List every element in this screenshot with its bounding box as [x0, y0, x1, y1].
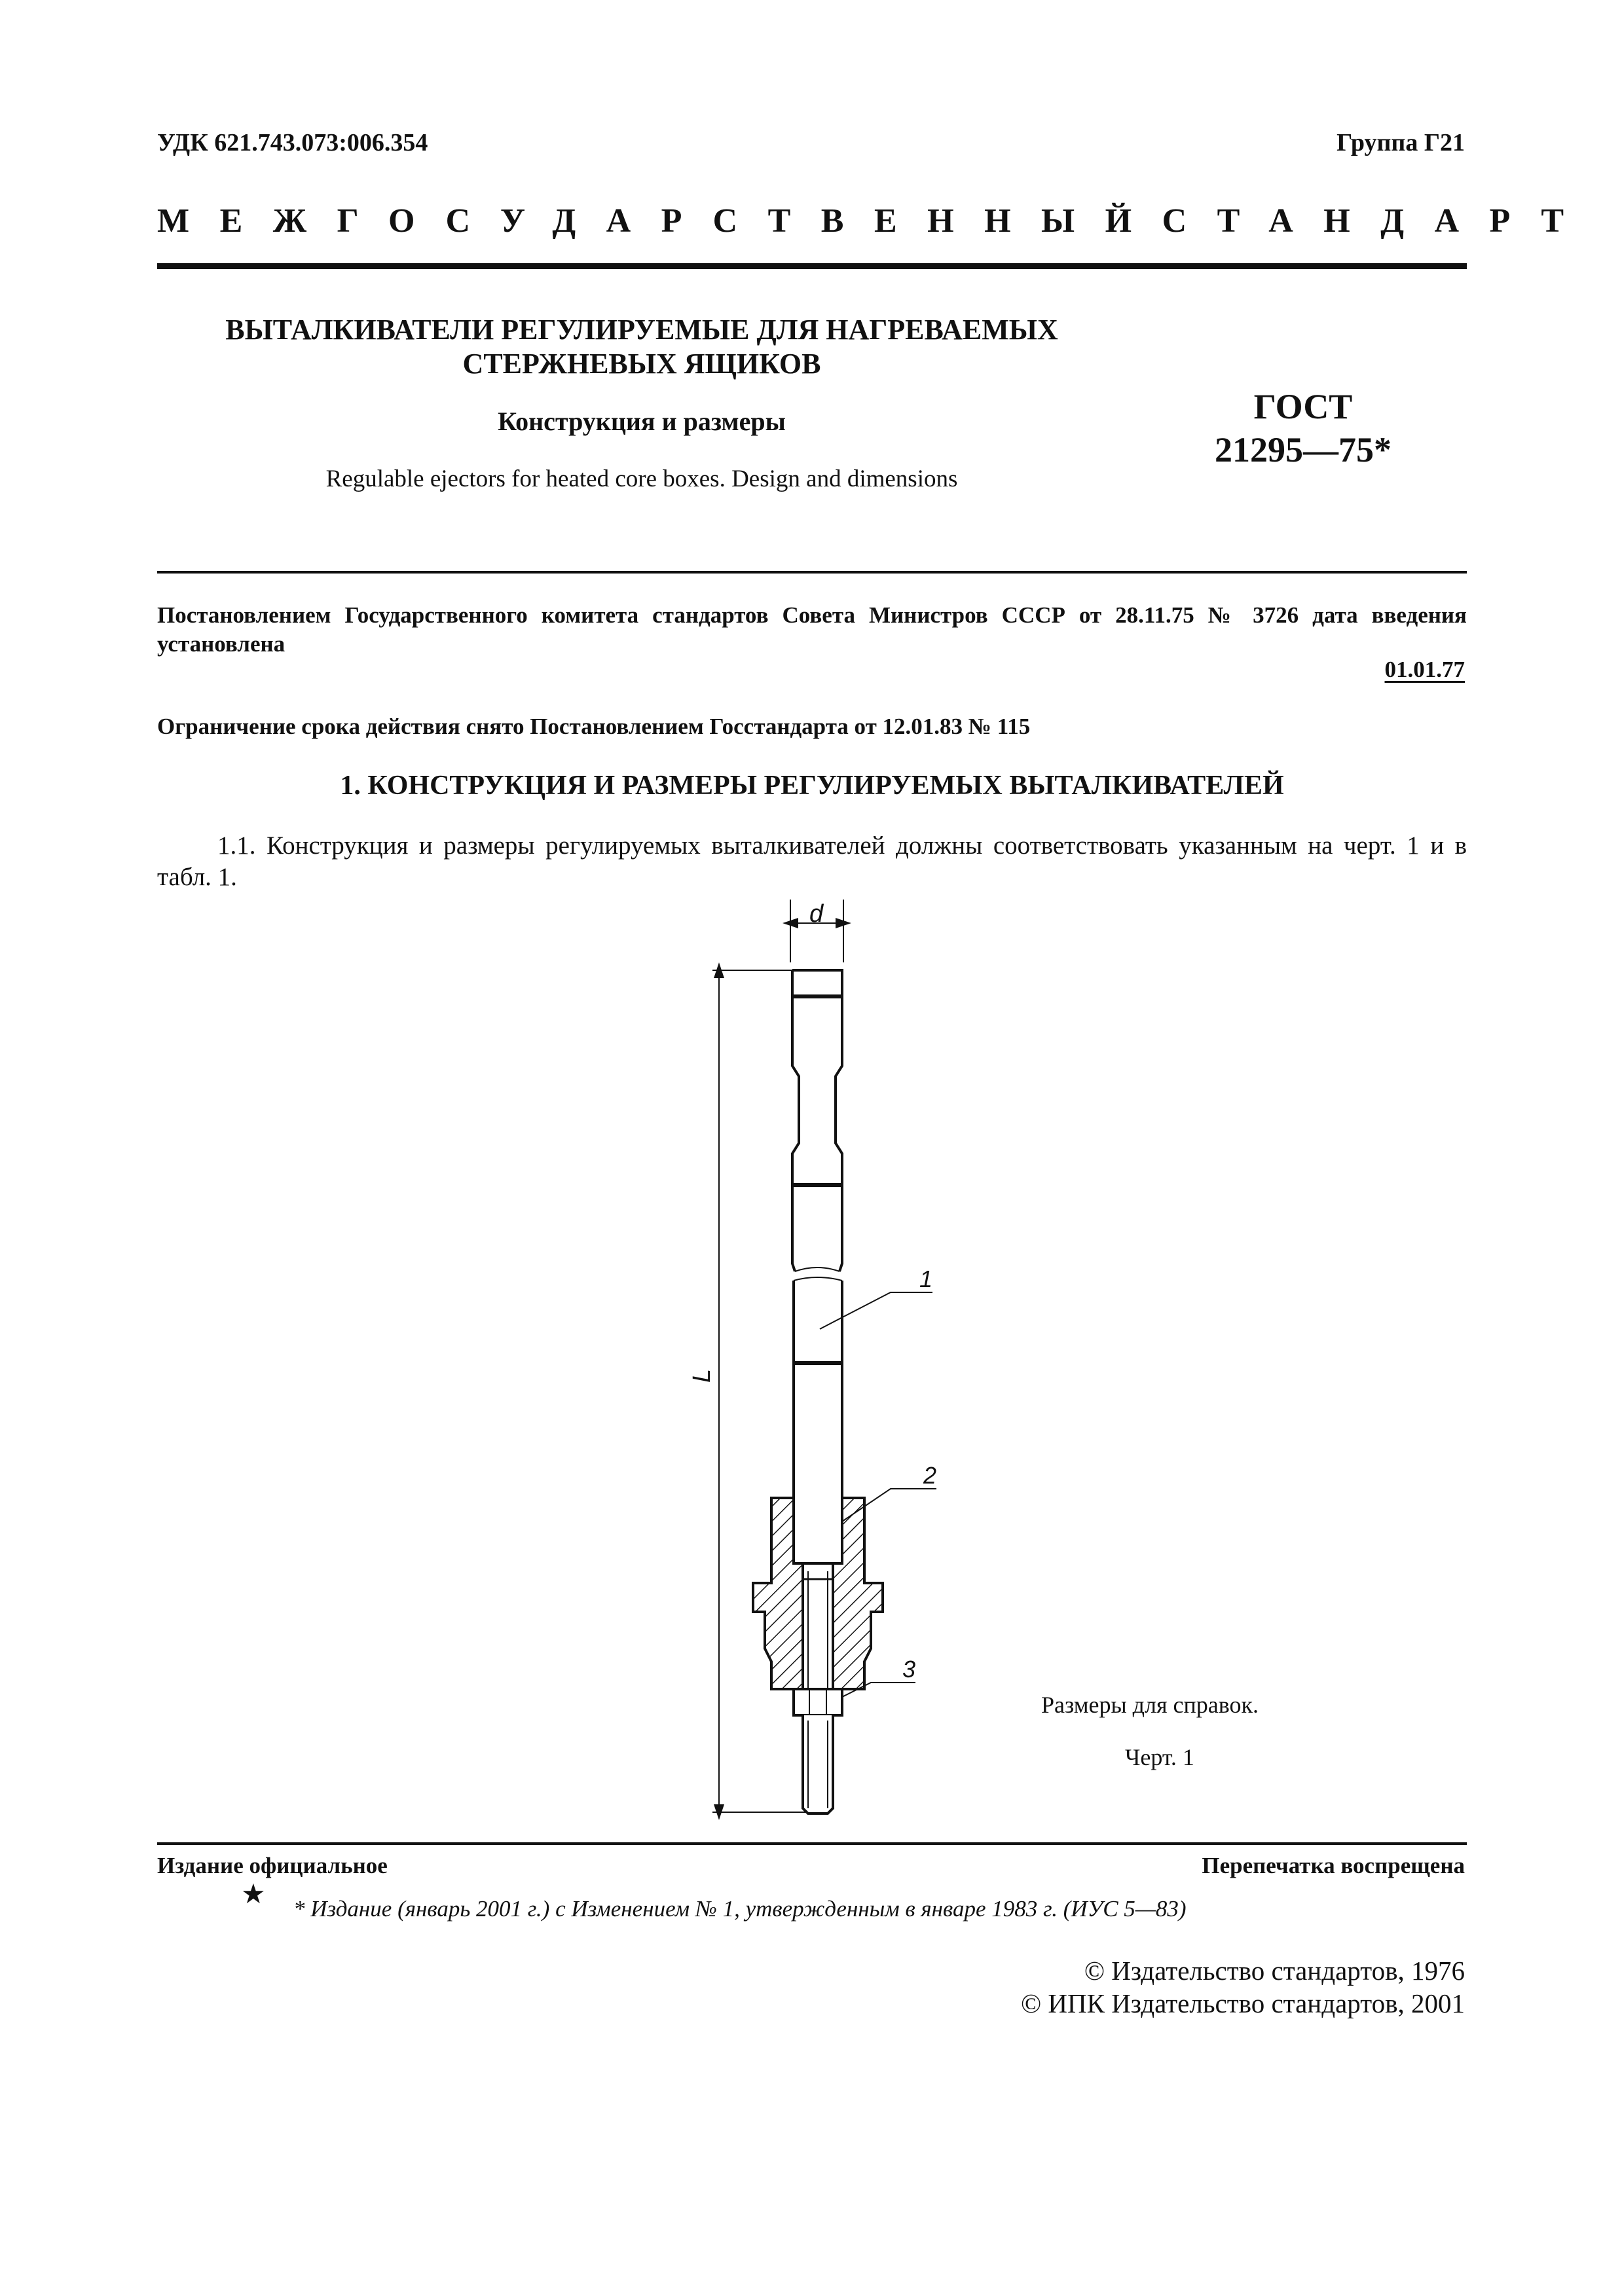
copyright-2001: © ИПК Издательство стандартов, 2001 — [1020, 1988, 1465, 2018]
drawing-caption: Черт. 1 — [1125, 1744, 1194, 1770]
part-label-1: 1 — [919, 1266, 933, 1292]
title-line-1: ВЫТАЛКИВАТЕЛИ РЕГУЛИРУЕМЫЕ ДЛЯ НАГРЕВАЕМЫХ — [225, 314, 1058, 346]
gost-label: ГОСТ — [1253, 387, 1353, 426]
ejector-drawing — [655, 897, 956, 1833]
banner-word-1: СТАНДАРТ — [1162, 202, 1594, 240]
copyright-1976: © Издательство стандартов, 1976 — [1084, 1956, 1465, 1986]
part-label-3: 3 — [902, 1656, 916, 1683]
reprint-prohibited: Перепечатка воспрещена — [1202, 1853, 1465, 1878]
clause-1-1: 1.1. Конструкция и размеры регулируемых выталкивателей должны соответствовать указанным на черт. 1 и в табл. 1. — [157, 831, 1467, 891]
gost-number: 21295—75* — [1215, 430, 1392, 469]
title-line-2: СТЕРЖНЕВЫХ ЯЩИКОВ — [462, 348, 821, 380]
part-label-2: 2 — [923, 1462, 937, 1489]
decree-text: Постановлением Государственного комитета стандартов Совета Министров СССР от 28.11.75 № 3726 дата введения установлена — [157, 602, 1467, 657]
document-title — [157, 313, 1126, 381]
restriction-text: Ограничение срока действия снято Постановлением Госстандарта от 12.01.83 № 115 — [157, 714, 1031, 739]
footer-rule — [157, 1842, 1467, 1845]
section-heading: 1. КОНСТРУКЦИЯ И РАЗМЕРЫ РЕГУЛИРУЕМЫХ ВЫТАЛКИВАТЕЛЕЙ — [340, 771, 1284, 801]
english-title: Regulable ejectors for heated core boxes. Design and dimensions — [325, 465, 958, 492]
document-subtitle: Конструкция и размеры — [498, 407, 786, 436]
udk-code: УДК 621.743.073:006.354 — [157, 129, 428, 156]
standard-banner — [157, 202, 1594, 240]
reference-dimensions-note: Размеры для справок. — [1041, 1692, 1259, 1718]
dim-label-L: L — [688, 1368, 716, 1383]
banner-word-0: МЕЖГОСУДАРСТВЕННЫЙ — [157, 202, 1162, 240]
gost-designation — [1179, 385, 1428, 471]
star-icon: ★ — [241, 1880, 266, 1910]
group-code: Группа Г21 — [1336, 129, 1465, 156]
edition-footnote: * Издание (январь 2001 г.) с Изменением № 1, утвержденным в январе 1983 г. (ИУС 5—83) — [293, 1896, 1187, 1922]
official-edition: Издание официальное — [157, 1853, 388, 1878]
introduction-date: 01.01.77 — [1384, 657, 1465, 682]
section-rule — [157, 571, 1467, 574]
dim-label-d: d — [809, 900, 824, 928]
top-rule — [157, 263, 1467, 269]
